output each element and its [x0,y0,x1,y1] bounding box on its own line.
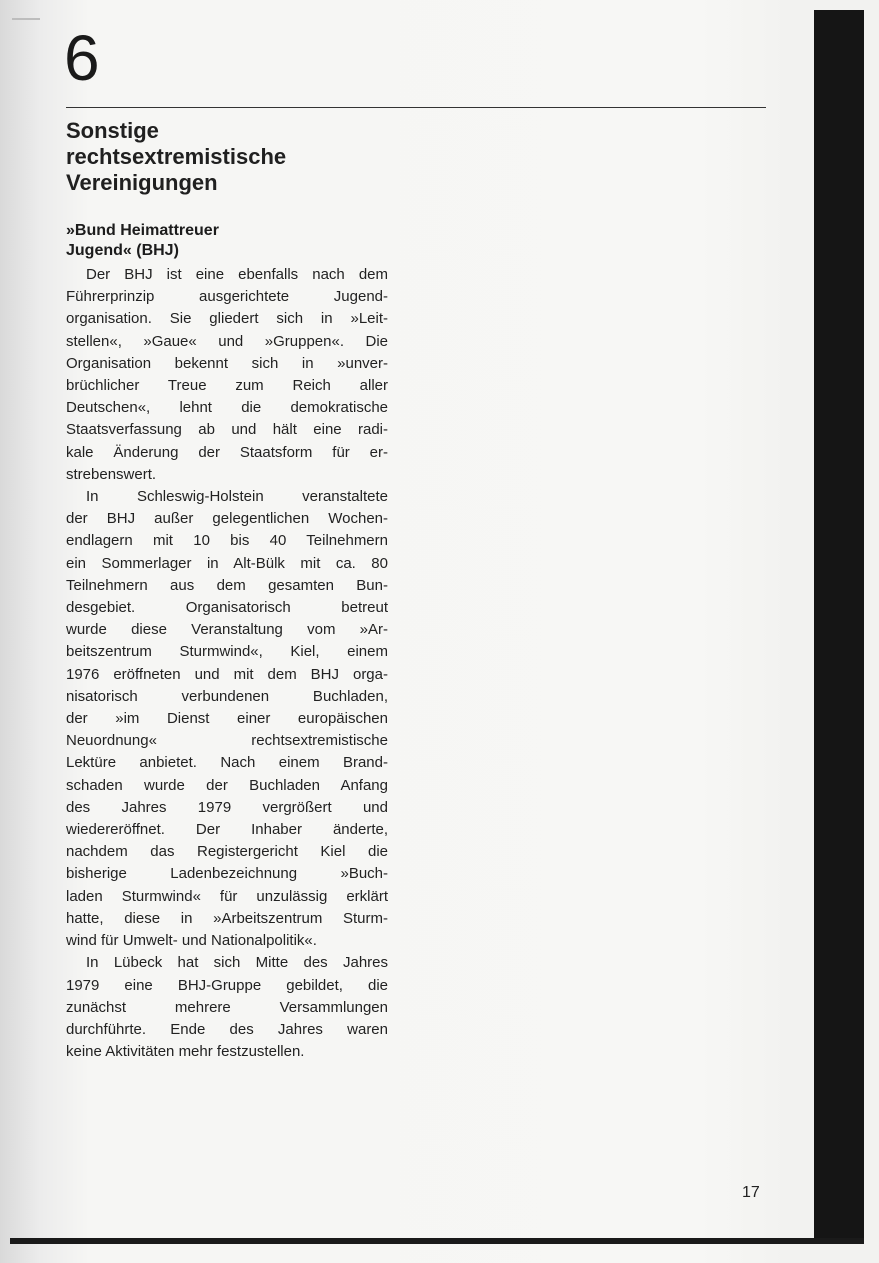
chapter-number: 6 [64,22,100,94]
text-line: Der BHJ ist eine ebenfalls nach dem [86,266,388,283]
text-line: Staatsverfassung ab und hält eine radi- [66,421,388,439]
text-line: brüchlicher Treue zum Reich aller [66,377,388,395]
chapter-title-line: rechtsextremistische [66,144,287,169]
text-line: zunächst mehrere Versammlungen [66,998,388,1016]
text-line: der BHJ außer gelegentlichen Wochen- [66,510,388,528]
text-line: Teilnehmern aus dem gesamten Bun- [66,576,388,594]
header-rule [66,107,766,108]
scan-mark [12,18,40,20]
text-line: In Lübeck hat sich Mitte des Jahres [86,954,388,972]
paragraph [66,264,388,486]
page-bottom-edge [10,1238,864,1244]
text-line: bisherige Ladenbezeichnung »Buch- [66,865,388,883]
text-line: In Schleswig-Holstein veranstaltete [86,488,388,506]
text-line: kale Änderung der Staatsform für er- [66,443,388,461]
chapter-title [66,118,386,196]
section-heading-line: Jugend« (BHJ) [66,242,179,259]
binding-edge [814,10,864,1238]
text-line: nachdem das Registergericht Kiel die [66,843,388,861]
text-line: Führerprinzip ausgerichtete Jugend- [66,288,388,306]
text-line: endlagern mit 10 bis 40 Teilnehmern [66,532,388,550]
body-text [66,264,388,1063]
text-line: der »im Dienst einer europäischen [66,710,388,728]
text-line: organisation. Sie gliedert sich in »Leit- [66,310,388,328]
text-line: 1976 eröffneten und mit dem BHJ orga- [66,665,388,683]
text-line: ein Sommerlager in Alt-Bülk mit ca. 80 [66,554,388,572]
text-line: wiedereröffnet. Der Inhaber änderte, [66,821,388,839]
text-line: Neuordnung« rechtsextremistische [66,732,388,750]
text-line: wind für Umwelt- und Nationalpolitik«. [66,932,317,950]
text-line: schaden wurde der Buchladen Anfang [66,776,388,794]
section-heading [66,221,386,261]
page-number: 17 [742,1184,760,1201]
text-line: durchführte. Ende des Jahres waren [66,1020,388,1038]
paragraph [66,486,388,952]
text-line: hatte, diese in »Arbeitszentrum Sturm- [66,909,388,927]
text-line: laden Sturmwind« für unzulässig erklärt [66,887,388,905]
text-line: Deutschen«, lehnt die demokratische [66,399,388,417]
text-line: desgebiet. Organisatorisch betreut [66,599,388,617]
paragraph [66,952,388,1063]
chapter-title-line: Sonstige [66,118,159,143]
text-line: keine Aktivitäten mehr festzustellen. [66,1043,305,1061]
text-line: stellen«, »Gaue« und »Gruppen«. Die [66,332,388,350]
section-heading-line: »Bund Heimattreuer [66,222,219,239]
text-line: Organisation bekennt sich in »unver- [66,354,388,372]
text-line: beitszentrum Sturmwind«, Kiel, einem [66,643,388,661]
chapter-title-line: Vereinigungen [66,170,218,195]
text-line: 1979 eine BHJ-Gruppe gebildet, die [66,976,388,994]
text-line: des Jahres 1979 vergrößert und [66,798,388,816]
text-line: nisatorisch verbundenen Buchladen, [66,687,388,705]
text-line: strebenswert. [66,465,157,483]
text-line: wurde diese Veranstaltung vom »Ar- [66,621,388,639]
text-line: Lektüre anbietet. Nach einem Brand- [66,754,388,772]
